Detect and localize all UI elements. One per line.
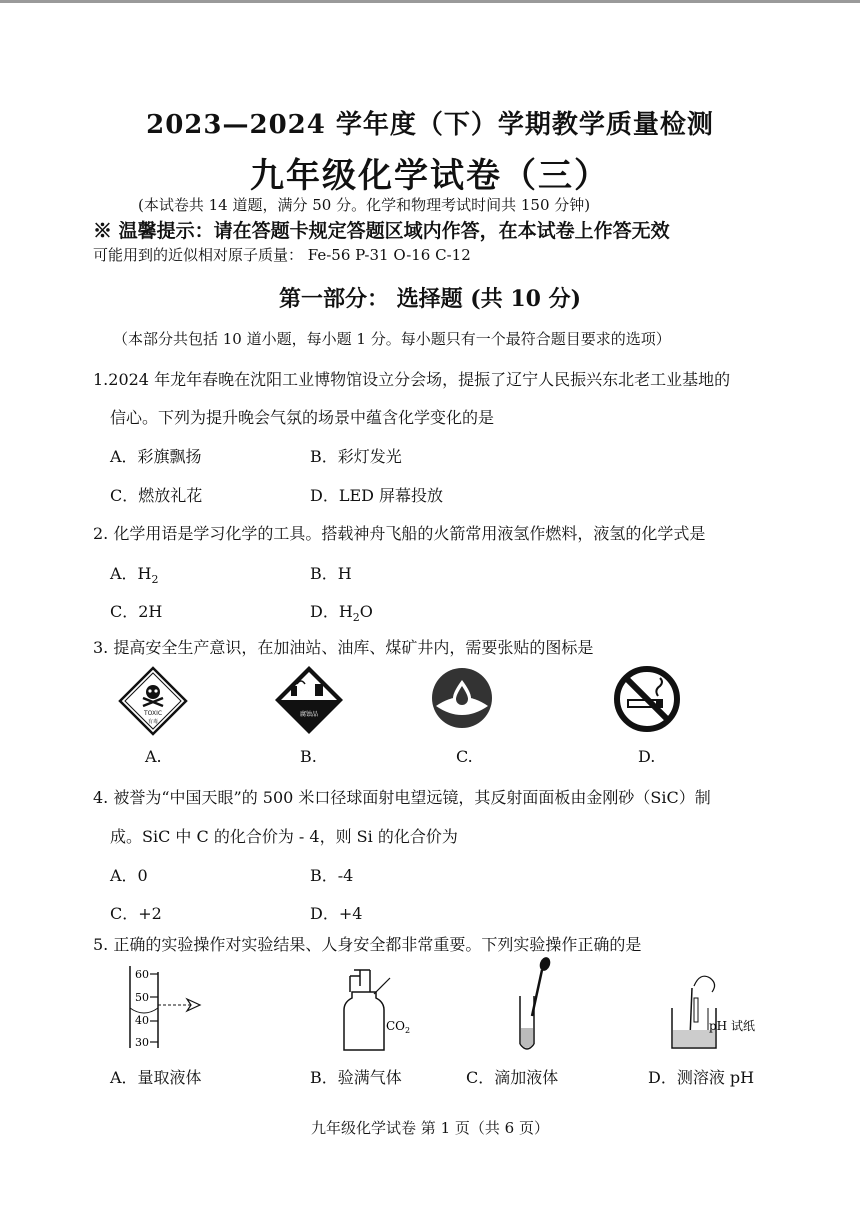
q3-stem: 3. 提高安全生产意识，在加油站、油库、煤矿井内，需要张贴的图标是 — [93, 638, 594, 657]
q4-stem-line1: 4. 被誉为“中国天眼”的 500 米口径球面射电望远镜，其反射面面板由金刚砂（SiC）制 — [93, 788, 711, 807]
q5-stem: 5. 正确的实验操作对实验结果、人身安全都非常重要。下列实验操作正确的是 — [93, 935, 642, 954]
q1-option-b: B．彩灯发光 — [310, 447, 402, 466]
q3-option-c: C. — [456, 747, 473, 766]
page-footer: 九年级化学试卷 第 1 页（共 6 页） — [311, 1119, 549, 1137]
scale-label-50: 50 — [135, 991, 149, 1004]
q4-option-a: A．0 — [110, 866, 148, 885]
warning-text: ※ 温馨提示：请在答题卡规定答题区域内作答，在本试卷上作答无效 — [93, 220, 670, 242]
graduated-cylinder-diagram — [125, 964, 210, 1050]
no-smoking-sign-icon — [614, 666, 680, 732]
atomic-masses: 可能用到的近似相对原子质量： Fe-56 P-31 O-16 C-12 — [93, 246, 471, 264]
q1-option-d: D．LED 屏幕投放 — [310, 486, 444, 505]
section-title: 第一部分： 选择题 (共 10 分) — [278, 286, 582, 312]
q2-option-c: C．2H — [110, 602, 163, 621]
section-intro: （本部分共包括 10 道小题，每小题 1 分。每小题只有一个最符合题目要求的选项） — [113, 330, 671, 348]
exam-note: (本试卷共 14 道题，满分 50 分。化学和物理考试时间共 150 分钟) — [138, 196, 591, 214]
toxic-sign-label: TOXIC — [143, 710, 163, 717]
top-border — [0, 0, 860, 3]
q3-option-d: D. — [638, 747, 656, 766]
q5-option-c: C．滴加液体 — [466, 1068, 559, 1087]
exam-paper-title: 九年级化学试卷（三） — [250, 156, 610, 196]
q4-option-b: B．-4 — [310, 866, 354, 885]
q5-option-a: A．量取液体 — [110, 1068, 202, 1087]
ph-test-diagram — [664, 968, 764, 1054]
q4-stem-line2: 成。SiC 中 C 的化合价为 - 4，则 Si 的化合价为 — [110, 827, 458, 846]
q5-option-d: D．测溶液 pH — [648, 1068, 755, 1087]
q2-option-d: D．$H_2O$ — [310, 602, 373, 625]
q3-option-b: B. — [300, 747, 317, 766]
q3-option-a: A. — [145, 747, 162, 766]
q1-stem-line2: 信心。下列为提升晚会气氛的场景中蕴含化学变化的是 — [110, 408, 495, 427]
q4-option-d: D．+4 — [310, 904, 363, 923]
q2-option-b: B．H — [310, 564, 352, 583]
dropper-diagram — [512, 956, 562, 1056]
q1-stem-line1: 1.2024 年龙年春晚在沈阳工业博物馆设立分会场，提振了辽宁人民振兴东北老工业基地的 — [93, 370, 731, 389]
toxic-sign-label-cn: 有毒 — [147, 719, 159, 725]
scale-label-60: 60 — [135, 968, 149, 981]
q4-option-c: C．+2 — [110, 904, 162, 923]
exam-period-title: 2023—2024 学年度（下）学期教学质量检测 — [146, 110, 714, 140]
gas-bottle-diagram — [330, 964, 420, 1054]
toxic-sign-icon — [118, 666, 188, 736]
co2-label: $CO_2$ — [386, 1019, 411, 1035]
water-drop-sign-icon — [430, 666, 494, 730]
scale-label-30: 30 — [135, 1036, 149, 1049]
q1-option-a: A．彩旗飘扬 — [110, 447, 202, 466]
q2-stem: 2. 化学用语是学习化学的工具。搭载神舟飞船的火箭常用液氢作燃料，液氢的化学式是 — [93, 524, 706, 543]
q2-option-a: A．$H_2$ — [110, 564, 159, 587]
corrosive-sign-label: 腐蚀品 — [299, 711, 319, 718]
ph-paper-label: pH 试纸 — [709, 1019, 755, 1033]
q1-option-c: C．燃放礼花 — [110, 486, 203, 505]
corrosive-sign-icon — [273, 664, 345, 736]
q5-option-b: B．验满气体 — [310, 1068, 402, 1087]
scale-label-40: 40 — [135, 1014, 149, 1027]
